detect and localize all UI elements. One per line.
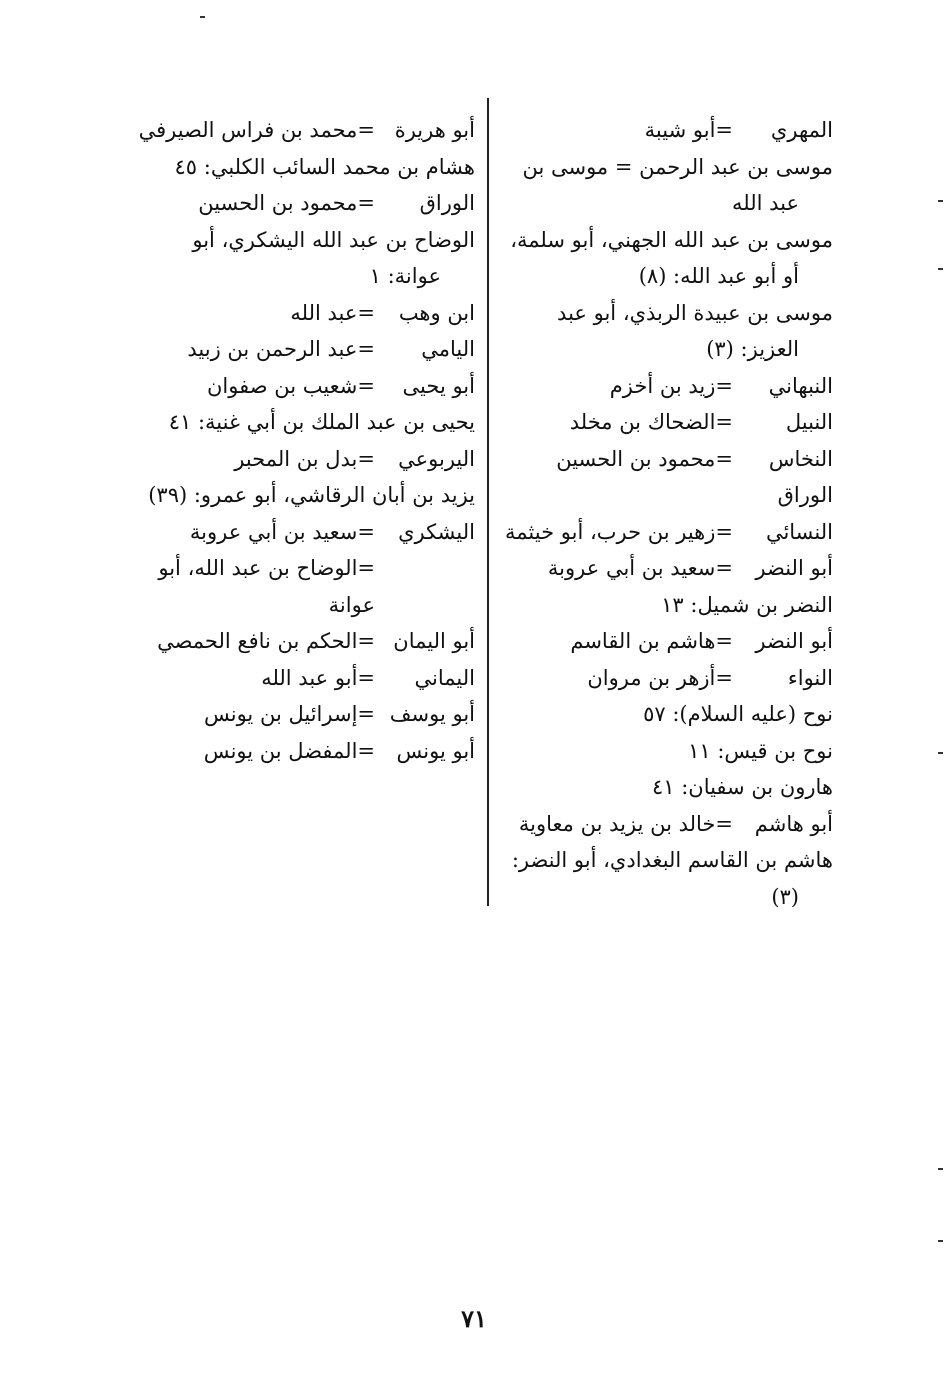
entry-key: النبهاني: [768, 373, 833, 398]
entry-value: =أبو شيبة: [644, 118, 733, 142]
index-entry: [138, 441, 475, 478]
entry-value: =محمود بن الحسين الوراق: [556, 446, 833, 507]
entry-value: =شعيب بن صفوان: [206, 373, 375, 398]
entry-text: الوضاح بن عبد الله اليشكري، أبو عوانة: ١: [192, 227, 475, 288]
entry-value: =إسرائيل بن يونس: [203, 702, 375, 726]
entry-value: =بدل بن المحبر: [234, 446, 375, 471]
entry-key: أبو يونس: [396, 738, 475, 763]
entry-key: أبو النضر: [755, 556, 833, 580]
index-entry: [138, 368, 475, 405]
entry-key: النسائي: [765, 519, 833, 544]
page-number: ٧١: [461, 1304, 487, 1333]
index-entry: [497, 149, 833, 222]
index-entry: [497, 806, 833, 843]
index-entry: [497, 733, 833, 770]
entry-value: =أزهر بن مروان: [587, 665, 733, 690]
scan-mark: [938, 752, 943, 754]
right-column: [497, 112, 833, 915]
index-entry: [497, 696, 833, 733]
index-entry: [138, 623, 475, 660]
index-entry: [497, 368, 833, 405]
entry-text: موسى بن عبد الله الجهني، أبو سلمة، أو أبو عبد الله: (٨): [510, 227, 833, 288]
index-entry: [138, 112, 475, 149]
index-entry: [497, 623, 833, 660]
entry-key: النبيل: [785, 410, 833, 434]
entry-key: الوراق: [419, 191, 475, 215]
entry-key: أبو النضر: [755, 629, 833, 653]
entry-key: اليربوعي: [398, 446, 475, 471]
entry-text: موسى بن عبد الرحمن = موسى بن عبد الله: [522, 154, 833, 215]
index-entry: [138, 222, 475, 295]
entry-key: ابن وهب: [398, 300, 475, 325]
index-entry: [497, 404, 833, 441]
entry-key: المهري: [770, 118, 833, 142]
index-entry: [497, 660, 833, 697]
entry-value: =هاشم بن القاسم: [570, 629, 733, 653]
column-divider: [487, 98, 489, 906]
index-entry: [497, 769, 833, 806]
entry-key: أبو هريرة: [394, 118, 475, 142]
index-entry: [497, 842, 833, 915]
entry-text: هاشم بن القاسم البغدادي، أبو النضر: (٣): [511, 848, 833, 909]
entry-text: يحيى بن عبد الملك بن أبي غنية: ٤١: [168, 410, 475, 434]
entry-text: يزيد بن أبان الرقاشي، أبو عمرو: (٣٩): [148, 483, 475, 507]
index-entry: [138, 550, 475, 623]
entry-value: =الوضاح بن عبد الله، أبو عوانة: [158, 556, 375, 617]
entry-value: =محمود بن الحسين: [198, 191, 375, 215]
index-entry: [138, 185, 475, 222]
entry-value: =خالد بن يزيد بن معاوية: [518, 811, 733, 836]
entry-key: النخاس: [768, 446, 833, 471]
scan-mark: [938, 1240, 943, 1242]
index-entry: [497, 222, 833, 295]
entry-key: أبو يحيى: [402, 373, 475, 398]
entry-value: =عبد الرحمن بن زبيد: [187, 337, 375, 361]
index-entry: [138, 149, 475, 186]
entry-text: النضر بن شميل: ١٣: [661, 592, 833, 617]
entry-value: =محمد بن فراس الصيرفي: [138, 118, 375, 142]
entry-value: =عبد الله: [290, 300, 375, 325]
index-entry: [138, 331, 475, 368]
index-entry: [138, 514, 475, 551]
entry-value: =الحكم بن نافع الحمصي: [157, 629, 375, 653]
scan-mark: [938, 268, 943, 270]
index-entry: [138, 477, 475, 514]
entry-value: =الضحاك بن مخلد: [569, 410, 733, 434]
index-entry: [497, 587, 833, 624]
index-entry: [497, 514, 833, 551]
entry-key: أبو اليمان: [393, 629, 475, 653]
entry-value: =زهير بن حرب، أبو خيثمة: [505, 519, 733, 544]
entry-text: نوح (عليه السلام): ٥٧: [643, 702, 833, 726]
entry-value: =المفضل بن يونس: [203, 738, 375, 763]
entry-text: موسى بن عبيدة الربذي، أبو عبد العزيز: (٣): [557, 300, 833, 361]
entry-value: =سعيد بن أبي عروبة: [547, 556, 733, 580]
entry-text: هارون بن سفيان: ٤١: [651, 775, 833, 799]
index-entry: [497, 550, 833, 587]
scan-mark: [200, 16, 205, 18]
entry-value: =أبو عبد الله: [261, 665, 375, 690]
index-entry: [138, 295, 475, 332]
entry-key: اليامي: [421, 337, 475, 361]
entry-value: =زيد بن أخزم: [609, 373, 733, 398]
scan-mark: [938, 1168, 943, 1170]
index-entry: [497, 295, 833, 368]
index-entry: [497, 112, 833, 149]
index-entry: [138, 696, 475, 733]
index-entry: [497, 441, 833, 514]
left-column: [138, 112, 475, 769]
entry-key: أبو يوسف: [389, 702, 475, 726]
entry-text: هشام بن محمد السائب الكلبي: ٤٥: [174, 154, 475, 179]
index-entry: [138, 733, 475, 770]
entry-key: أبو هاشم: [754, 811, 833, 836]
entry-key: اليماني: [414, 665, 475, 690]
index-entry: [138, 660, 475, 697]
index-entry: [138, 404, 475, 441]
entry-value: =سعيد بن أبي عروبة: [189, 519, 375, 544]
entry-key: النواء: [787, 665, 833, 690]
entry-text: نوح بن قيس: ١١: [688, 738, 833, 763]
entry-key: اليشكري: [398, 519, 475, 544]
scan-mark: [938, 200, 943, 202]
